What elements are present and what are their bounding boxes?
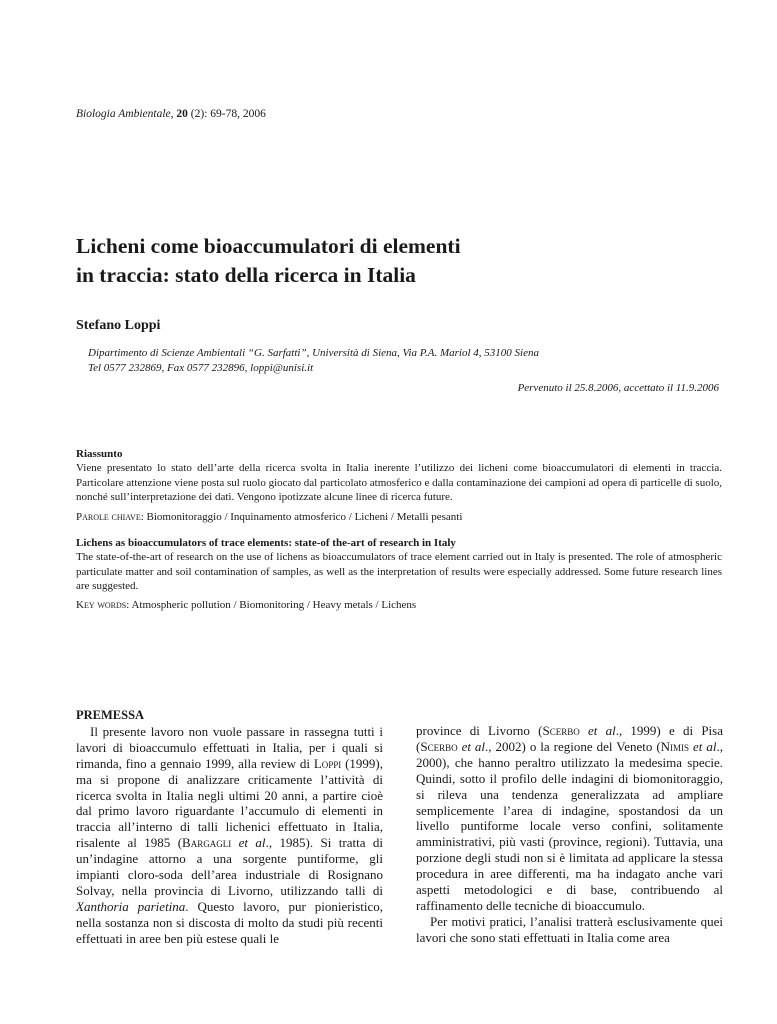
text-run: Il presente lavoro non vuole passare in rassegna tutti i lavori di bioaccumulo effettuati in Italia, per i quali si rimanda, fino a gennaio 1999, alla review di bbox=[76, 723, 383, 771]
riassunto-section bbox=[76, 447, 722, 504]
citation-author: Loppi bbox=[313, 755, 342, 771]
title-line-2: in traccia: stato della ricerca in Italia bbox=[76, 263, 416, 287]
affiliation bbox=[88, 346, 728, 376]
abstract-heading: Lichens as bioaccumulators of trace elements: state-of the-art of research in Italy bbox=[76, 537, 456, 549]
premessa-paragraph-2: Per motivi pratici, l’analisi tratterà esclusivamente quei lavori che sono stati effettuati in Italia come area bbox=[416, 913, 723, 945]
journal-name: Biologia Ambientale bbox=[76, 108, 171, 120]
journal-issue-pages: (2): 69-78, 2006 bbox=[187, 108, 266, 120]
premessa-paragraph-1 bbox=[76, 724, 383, 947]
text-run: ., 1985). Si tratta di un’indagine attorno a una sorgente puntiforme, gli impianti cloro-soda dell’area industriale di Rosignano Solvay, nella provincia di Livorno, utilizzando talli di bbox=[76, 835, 384, 898]
text-run: ., 1999) e di Pisa ( bbox=[416, 723, 723, 754]
affiliation-line-2: Tel 0577 232869, Fax 0577 232896, loppi@unisi.it bbox=[88, 362, 314, 374]
species-name: Xanthoria parietina bbox=[76, 898, 186, 914]
riassunto-heading: Riassunto bbox=[76, 448, 123, 460]
riassunto-text: Viene presentato lo stato dell’arte della ricerca svolta in Italia inerente l’utilizzo dei licheni come bioaccumulatori di elementi in traccia. Particolare attenzione viene posta sul ruolo giocato dal particolato atmosferico e dalla contaminazione dei campioni ad opera di particelle di suolo, nonché sull’interpretazione dei dati. Vengono ipotizzate alcune linee di ricerca future. bbox=[76, 462, 722, 503]
citation-etal: et al bbox=[457, 738, 486, 754]
journal-volume: 20 bbox=[176, 108, 188, 120]
author-name: Stefano Loppi bbox=[76, 318, 161, 333]
title-line-1: Licheni come bioaccumulatori di elementi bbox=[76, 234, 461, 258]
journal-citation: Biologia Ambientale, 20 (2): 69-78, 2006 bbox=[76, 108, 266, 120]
parole-chiave-text: : Biomonitoraggio / Inquinamento atmosferico / Licheni / Metalli pesanti bbox=[140, 511, 463, 523]
received-dates: Pervenuto il 25.8.2006, accettato il 11.9.2006 bbox=[517, 382, 719, 394]
citation-author: Bargagli bbox=[182, 835, 232, 851]
premessa-heading: PREMESSA bbox=[76, 708, 145, 722]
key-words bbox=[76, 598, 722, 612]
citation-author: Scerbo bbox=[420, 738, 458, 754]
article-title bbox=[76, 232, 716, 290]
abstract-text: The state-of-the-art of research on the use of lichens as bioaccumulators of trace element carried out in Italy is presented. The role of atmospheric particulate matter and soil contamination of samples, as well as the interpretation of results were especially addressed. Some future research lines are suggested. bbox=[76, 551, 722, 592]
key-words-label: Key words bbox=[76, 599, 127, 611]
body-column-right bbox=[416, 723, 723, 946]
text-run: province di Livorno ( bbox=[416, 723, 543, 738]
parole-chiave-label: Parole chiave bbox=[76, 511, 141, 523]
affiliation-line-1: Dipartimento di Scienze Ambientali “G. Sarfatti”, Università di Siena, Via P.A. Mariol 4, 53100 Siena bbox=[88, 347, 539, 359]
text-run: ., 2002) o la regione del Veneto ( bbox=[485, 738, 661, 754]
key-words-text: : Atmospheric pollution / Biomonitoring / Heavy metals / Lichens bbox=[126, 599, 417, 611]
citation-author: Scerbo bbox=[542, 723, 580, 738]
text-run: ., 2000), che hanno peraltro utilizzato la medesima specie. Quindi, sotto il profilo delle indagini di biomonitoraggio, si rileva una tendenza generalizzata ad ampliare semplicemente l’area di indagine, spostandosi da un livello puntiforme locale verso confini, solitamente amministrativi, più vasti (province, regioni). Tuttavia, una porzione degli studi non si è limitata ad applicare la stessa procedura in aree differenti, ma ha indagato anche vari aspetti metodologici e di base, contribuendo al raffinamento delle tecniche di bioaccumulo. bbox=[416, 738, 723, 913]
premessa-paragraph-1-continued bbox=[416, 723, 723, 914]
citation-etal: et al bbox=[579, 723, 616, 738]
citation-etal: et al bbox=[231, 835, 266, 851]
citation-author: Nimis bbox=[660, 738, 690, 754]
text-run: (1999), ma si propone di analizzare criticamente l’attività di ricerca svolta in Italia negli ultimi 20 anni, a partire cioè dal primo lavoro riguardante l’accumulo di elementi in traccia all’interno di talli lichenici effettuato in Italia, risalente al 1985 ( bbox=[76, 755, 383, 851]
abstract-section bbox=[76, 536, 722, 593]
parole-chiave bbox=[76, 510, 722, 524]
citation-etal: et al bbox=[689, 738, 717, 754]
body-column-left bbox=[76, 708, 383, 947]
text-run: . Questo lavoro, pur pionieristico, nella sostanza non si discosta di molto da studi più recenti effettuati in aree ben più estese quali le bbox=[76, 898, 384, 946]
